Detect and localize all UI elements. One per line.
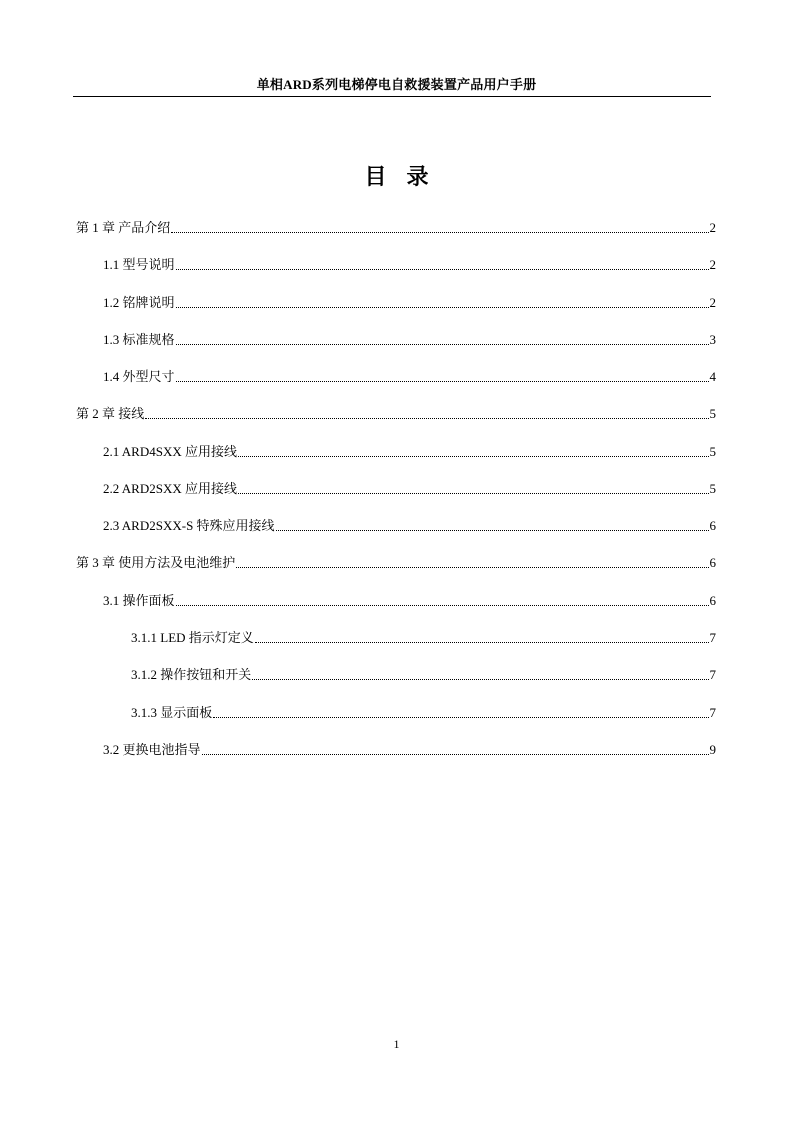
toc-entry-page: 5 [709, 406, 716, 421]
toc-entry-3-1-3[interactable] [131, 704, 716, 722]
page-number: 1 [393, 1037, 400, 1051]
toc-entry-page: 6 [709, 518, 716, 533]
toc-dot-leader [213, 717, 708, 718]
toc-entry-label: 3.2 更换电池指导 [103, 742, 201, 757]
document-header-title: 单相ARD系列电梯停电自救援装置产品用户手册 [256, 77, 537, 92]
toc-entry-label: 第 1 章 产品介绍 [76, 220, 171, 235]
toc-entry-chapter-1[interactable] [76, 219, 716, 237]
toc-heading: 目录 [364, 164, 449, 189]
toc-entry-page: 6 [709, 555, 716, 570]
toc-entry-1-3[interactable] [103, 331, 716, 349]
toc-dot-leader [202, 754, 709, 755]
toc-entry-label: 3.1 操作面板 [103, 593, 175, 608]
toc-dot-leader [176, 344, 709, 345]
toc-entry-page: 7 [709, 705, 716, 720]
toc-entry-chapter-2[interactable] [76, 405, 716, 423]
toc-entry-3-1-1[interactable] [131, 629, 716, 647]
toc-entry-page: 2 [709, 257, 716, 272]
toc-entry-3-1[interactable] [103, 592, 716, 610]
toc-entry-page: 2 [709, 220, 716, 235]
toc-entry-2-2[interactable] [103, 480, 716, 498]
toc-dot-leader [255, 642, 709, 643]
toc-dot-leader [238, 456, 709, 457]
toc-dot-leader [176, 605, 709, 606]
toc-entry-label: 1.1 型号说明 [103, 257, 175, 272]
toc-entry-page: 5 [709, 444, 716, 459]
toc-entry-label: 1.3 标准规格 [103, 332, 175, 347]
toc-entry-page: 6 [709, 593, 716, 608]
toc-entry-page: 7 [709, 667, 716, 682]
toc-entry-page: 3 [709, 332, 716, 347]
toc-entry-2-3[interactable] [103, 517, 716, 535]
toc-entry-page: 9 [709, 742, 716, 757]
toc-entry-label: 3.1.3 显示面板 [131, 705, 213, 720]
toc-dot-leader [236, 567, 708, 568]
toc-entry-label: 2.1 ARD4SXX 应用接线 [103, 444, 237, 459]
header-divider [73, 96, 711, 97]
toc-entry-label: 第 3 章 使用方法及电池维护 [76, 555, 236, 570]
toc-entry-label: 2.2 ARD2SXX 应用接线 [103, 481, 237, 496]
toc-entry-label: 第 2 章 接线 [76, 406, 145, 421]
toc-entry-page: 2 [709, 295, 716, 310]
toc-entry-label: 2.3 ARD2SXX-S 特殊应用接线 [103, 518, 275, 533]
toc-entry-label: 1.2 铭牌说明 [103, 295, 175, 310]
toc-entry-1-1[interactable] [103, 256, 716, 274]
toc-dot-leader [276, 530, 709, 531]
toc-dot-leader [176, 307, 709, 308]
toc-entry-2-1[interactable] [103, 443, 716, 461]
toc-dot-leader [238, 493, 709, 494]
toc-entry-page: 4 [709, 369, 716, 384]
toc-entry-page: 7 [709, 630, 716, 645]
toc-dot-leader [252, 679, 708, 680]
toc-dot-leader [176, 381, 709, 382]
toc-entry-1-4[interactable] [103, 368, 716, 386]
toc-entry-chapter-3[interactable] [76, 554, 716, 572]
toc-dot-leader [171, 232, 708, 233]
toc-dot-leader [176, 269, 709, 270]
toc-entry-3-1-2[interactable] [131, 666, 716, 684]
toc-entry-1-2[interactable] [103, 294, 716, 312]
toc-entry-label: 3.1.2 操作按钮和开关 [131, 667, 252, 682]
toc-entry-page: 5 [709, 481, 716, 496]
toc-dot-leader [145, 418, 708, 419]
toc-entry-label: 3.1.1 LED 指示灯定义 [131, 630, 254, 645]
toc-entry-3-2[interactable] [103, 741, 716, 759]
toc-entry-label: 1.4 外型尺寸 [103, 369, 175, 384]
